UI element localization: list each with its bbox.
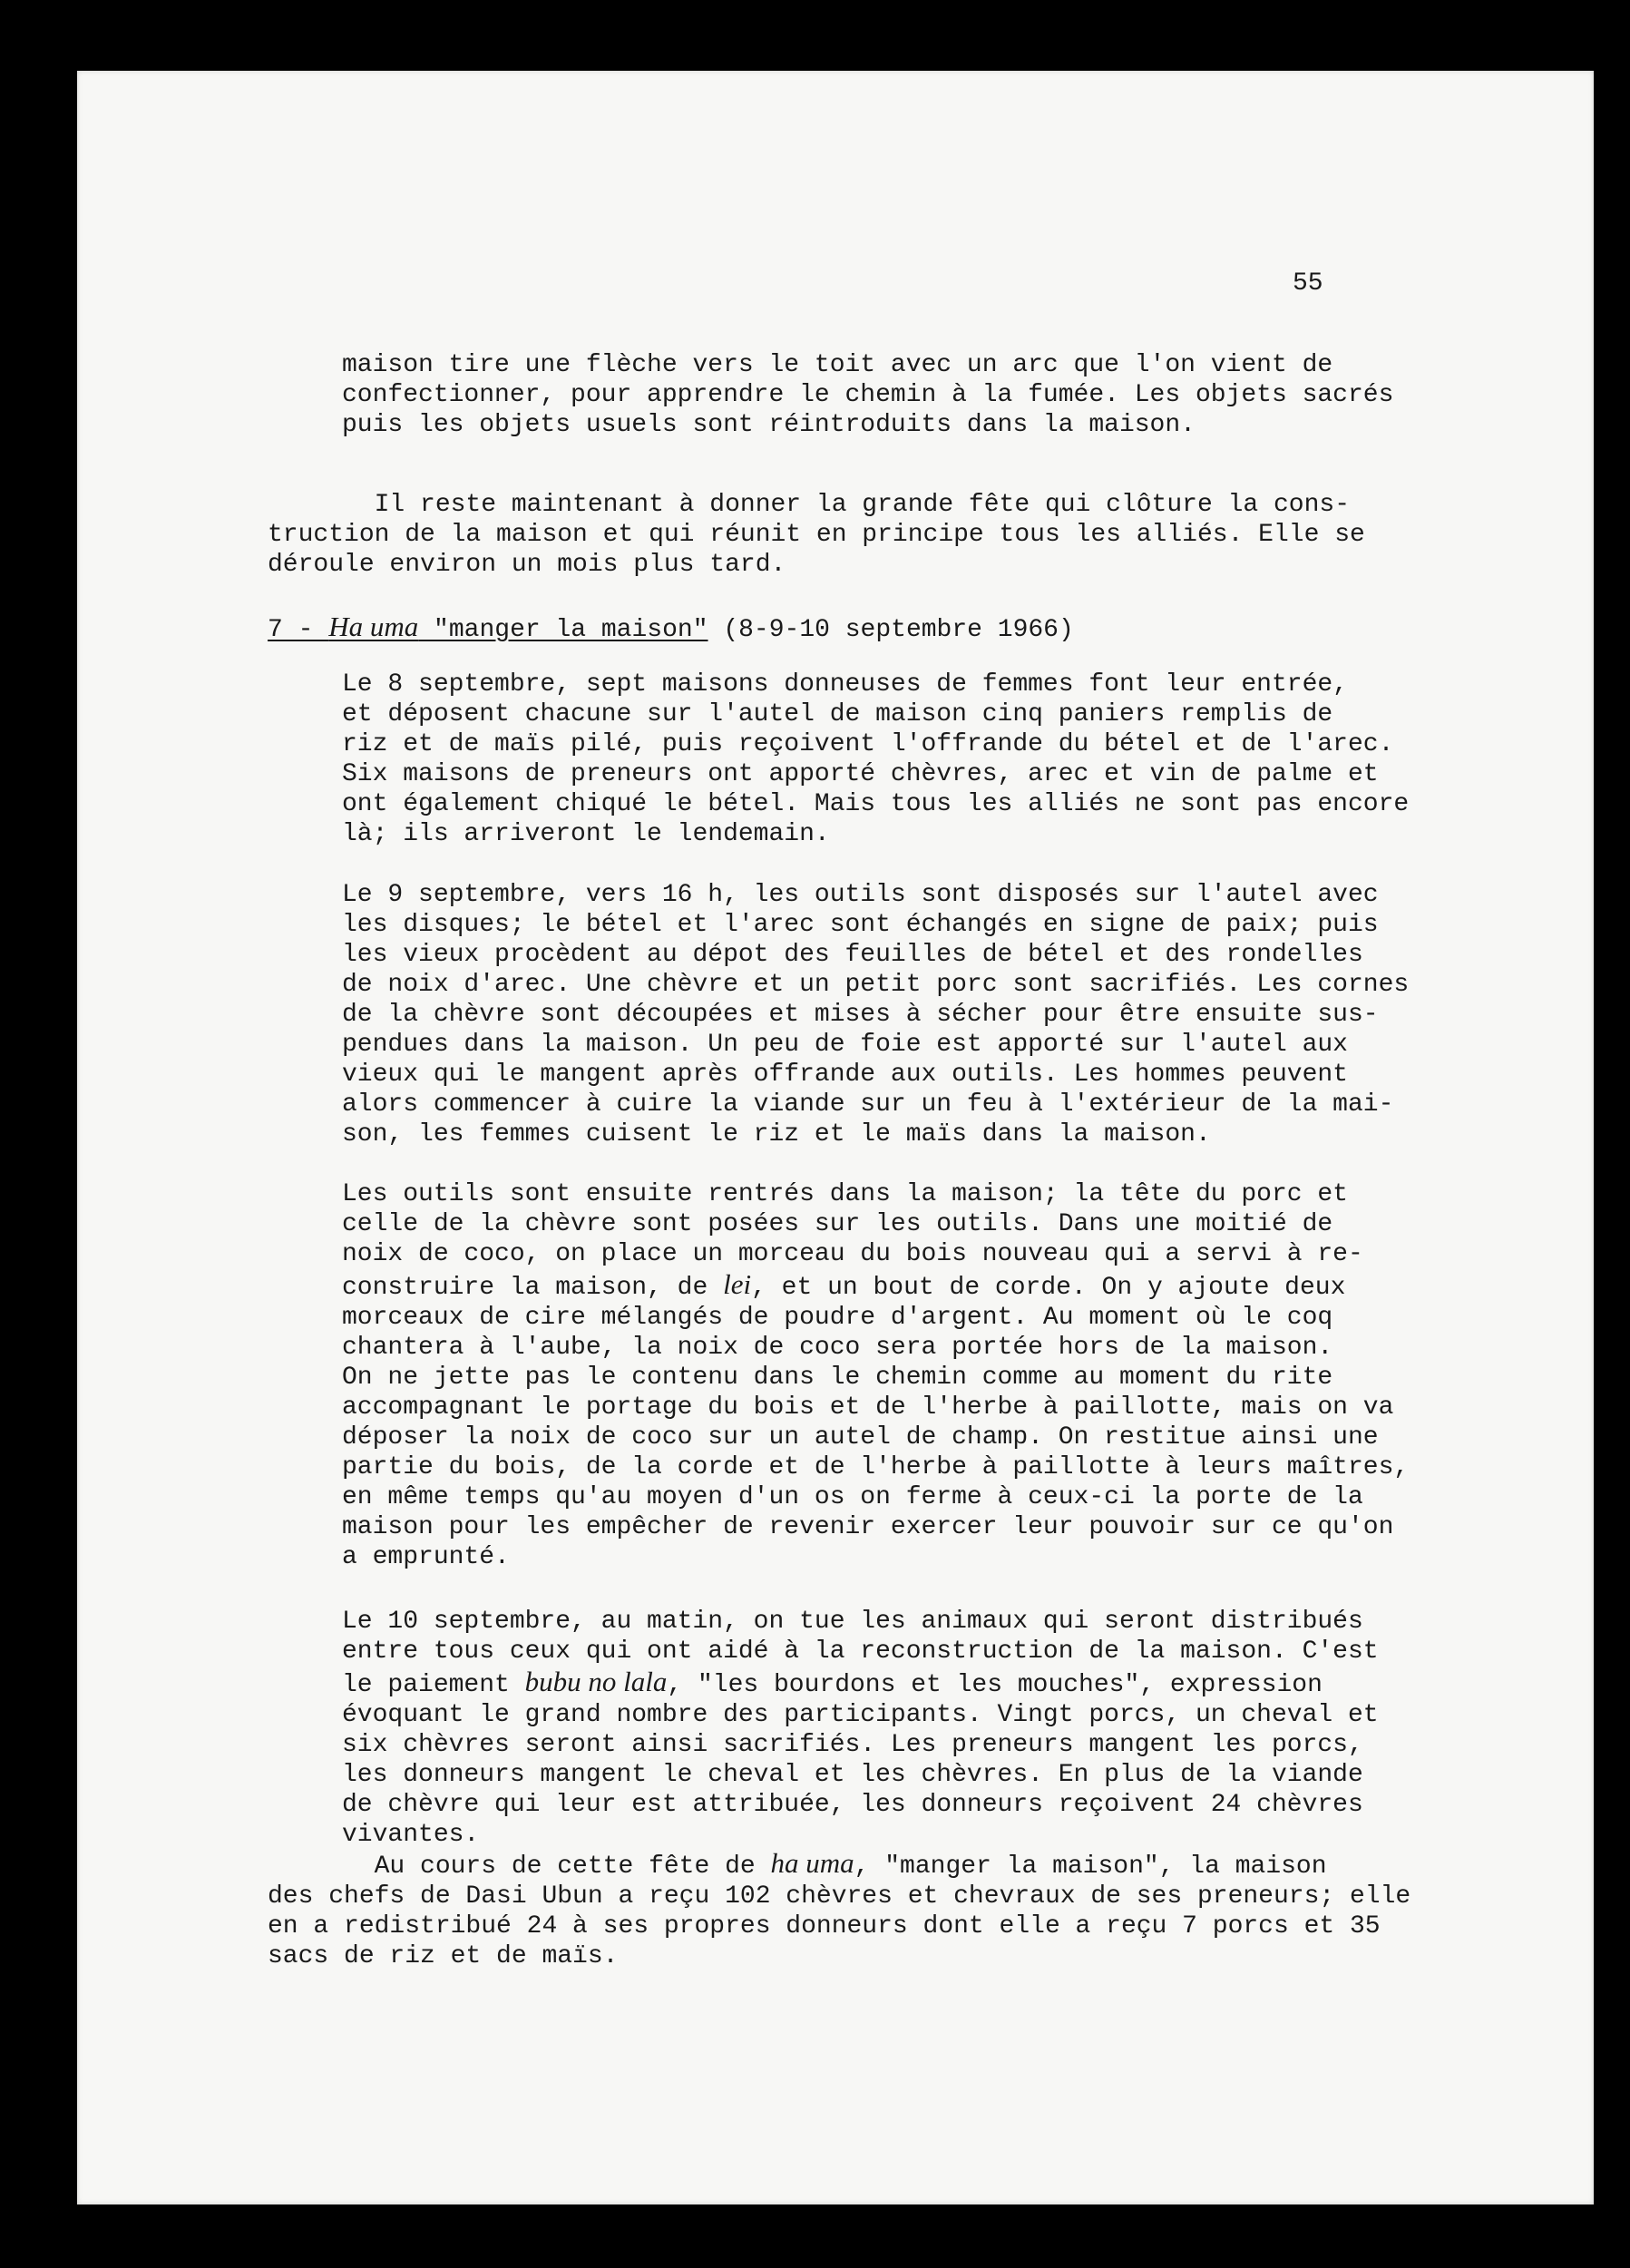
text-line: les donneurs mangent le cheval et les chèvres. En plus de la viande bbox=[342, 1761, 1363, 1789]
paragraph-3 bbox=[342, 670, 1409, 849]
heading-quoted: "manger la maison" bbox=[418, 616, 708, 644]
text-line: Le 10 septembre, au matin, on tue les animaux qui seront distribués bbox=[342, 1608, 1363, 1636]
text-line: noix de coco, on place un morceau du bois nouveau qui a servi à re- bbox=[342, 1240, 1363, 1268]
paragraph-7 bbox=[268, 1848, 1410, 1971]
text-line: Les outils sont ensuite rentrés dans la maison; la tête du porc et bbox=[342, 1180, 1348, 1208]
text-line bbox=[342, 1666, 1323, 1699]
text-line: vieux qui le mangent après offrande aux outils. Les hommes peuvent bbox=[342, 1061, 1348, 1089]
paragraph-5 bbox=[342, 1179, 1409, 1572]
text-line: partie du bois, de la corde et de l'herbe à paillotte à leurs maîtres, bbox=[342, 1453, 1410, 1481]
text-line: les disques; le bétel et l'arec sont échangés en signe de paix; puis bbox=[342, 911, 1379, 939]
text-line: sacs de riz et de maïs. bbox=[268, 1942, 619, 1970]
text-line: six chèvres seront ainsi sacrifiés. Les preneurs mangent les porcs, bbox=[342, 1731, 1363, 1759]
document-page bbox=[77, 71, 1594, 2204]
text-line: ont également chiqué le bétel. Mais tous les alliés ne sont pas encore bbox=[342, 790, 1410, 818]
text-line: en a redistribué 24 à ses propres donneurs dont elle a reçu 7 porcs et 35 bbox=[268, 1912, 1381, 1941]
text-line: des chefs de Dasi Ubun a reçu 102 chèvres et chevraux de ses preneurs; elle bbox=[268, 1882, 1411, 1911]
text-line: celle de la chèvre sont posées sur les outils. Dans une moitié de bbox=[342, 1210, 1333, 1238]
text-line: truction de la maison et qui réunit en principe tous les alliés. Elle se bbox=[268, 521, 1365, 549]
italic-term: lei bbox=[723, 1268, 752, 1300]
text-line: et déposent chacune sur l'autel de maison cinq paniers remplis de bbox=[342, 700, 1333, 728]
text-line: Le 8 septembre, sept maisons donneuses de femmes font leur entrée, bbox=[342, 670, 1348, 699]
text-line bbox=[342, 1268, 1346, 1302]
text-fragment: Au cours de cette fête de bbox=[268, 1853, 771, 1881]
text-fragment: , et un bout de corde. On y ajoute deux bbox=[751, 1274, 1346, 1302]
text-line: de noix d'arec. Une chèvre et un petit porc sont sacrifiés. Les cornes bbox=[342, 971, 1410, 999]
paragraph-1 bbox=[342, 350, 1393, 440]
text-line: alors commencer à cuire la viande sur un feu à l'extérieur de la mai- bbox=[342, 1090, 1394, 1119]
text-line bbox=[268, 1847, 1327, 1881]
text-line: de chèvre qui leur est attribuée, les donneurs reçoivent 24 chèvres bbox=[342, 1791, 1363, 1819]
paragraph-6 bbox=[342, 1607, 1379, 1850]
italic-term: bubu no lala bbox=[524, 1666, 668, 1697]
text-line: pendues dans la maison. Un peu de foie est apporté sur l'autel aux bbox=[342, 1031, 1348, 1059]
section-heading bbox=[268, 611, 1074, 645]
text-line: Il reste maintenant à donner la grande fête qui clôture la cons- bbox=[268, 491, 1350, 519]
text-line: Six maisons de preneurs ont apporté chèvres, arec et vin de palme et bbox=[342, 760, 1379, 788]
text-line: morceaux de cire mélangés de poudre d'argent. Au moment où le coq bbox=[342, 1304, 1333, 1332]
heading-italic-term: Ha uma bbox=[328, 611, 419, 642]
heading-dates: (8-9-10 septembre 1966) bbox=[708, 616, 1074, 644]
text-line: maison tire une flèche vers le toit avec un arc que l'on vient de bbox=[342, 351, 1333, 379]
text-line: là; ils arriveront le lendemain. bbox=[342, 820, 830, 848]
text-line: évoquant le grand nombre des participants. Vingt porcs, un cheval et bbox=[342, 1701, 1379, 1729]
text-fragment: le paiement bbox=[342, 1671, 525, 1699]
text-fragment: , "les bourdons et les mouches", expression bbox=[667, 1671, 1323, 1699]
heading-underlined bbox=[268, 611, 708, 644]
paragraph-4 bbox=[342, 880, 1409, 1149]
text-line: On ne jette pas le contenu dans le chemin comme au moment du rite bbox=[342, 1364, 1333, 1392]
text-line: entre tous ceux qui ont aidé à la reconstruction de la maison. C'est bbox=[342, 1637, 1379, 1666]
text-line: a emprunté. bbox=[342, 1543, 510, 1571]
text-line: riz et de maïs pilé, puis reçoivent l'offrande du bétel et de l'arec. bbox=[342, 730, 1394, 758]
text-line: Le 9 septembre, vers 16 h, les outils sont disposés sur l'autel avec bbox=[342, 881, 1379, 909]
text-line: maison pour les empêcher de revenir exercer leur pouvoir sur ce qu'on bbox=[342, 1513, 1394, 1541]
italic-term: ha uma bbox=[770, 1847, 854, 1879]
text-line: confectionner, pour apprendre le chemin à la fumée. Les objets sacrés bbox=[342, 381, 1394, 409]
text-line: les vieux procèdent au dépot des feuilles de bétel et des rondelles bbox=[342, 941, 1363, 969]
text-line: puis les objets usuels sont réintroduits dans la maison. bbox=[342, 411, 1196, 439]
text-line: chantera à l'aube, la noix de coco sera portée hors de la maison. bbox=[342, 1334, 1333, 1362]
text-line: de la chèvre sont découpées et mises à sécher pour être ensuite sus- bbox=[342, 1001, 1379, 1029]
text-fragment: construire la maison, de bbox=[342, 1274, 724, 1302]
text-fragment: , "manger la maison", la maison bbox=[854, 1853, 1327, 1881]
text-line: accompagnant le portage du bois et de l'herbe à paillotte, mais on va bbox=[342, 1393, 1394, 1422]
text-line: vivantes. bbox=[342, 1821, 480, 1849]
page-number: 55 bbox=[1293, 269, 1323, 298]
heading-prefix: 7 - bbox=[268, 616, 329, 644]
text-line: son, les femmes cuisent le riz et le maïs dans la maison. bbox=[342, 1120, 1211, 1149]
paragraph-2 bbox=[268, 490, 1365, 580]
text-line: déroule environ un mois plus tard. bbox=[268, 551, 786, 579]
text-line: en même temps qu'au moyen d'un os on ferme à ceux-ci la porte de la bbox=[342, 1483, 1363, 1511]
text-line: déposer la noix de coco sur un autel de champ. On restitue ainsi une bbox=[342, 1423, 1379, 1452]
